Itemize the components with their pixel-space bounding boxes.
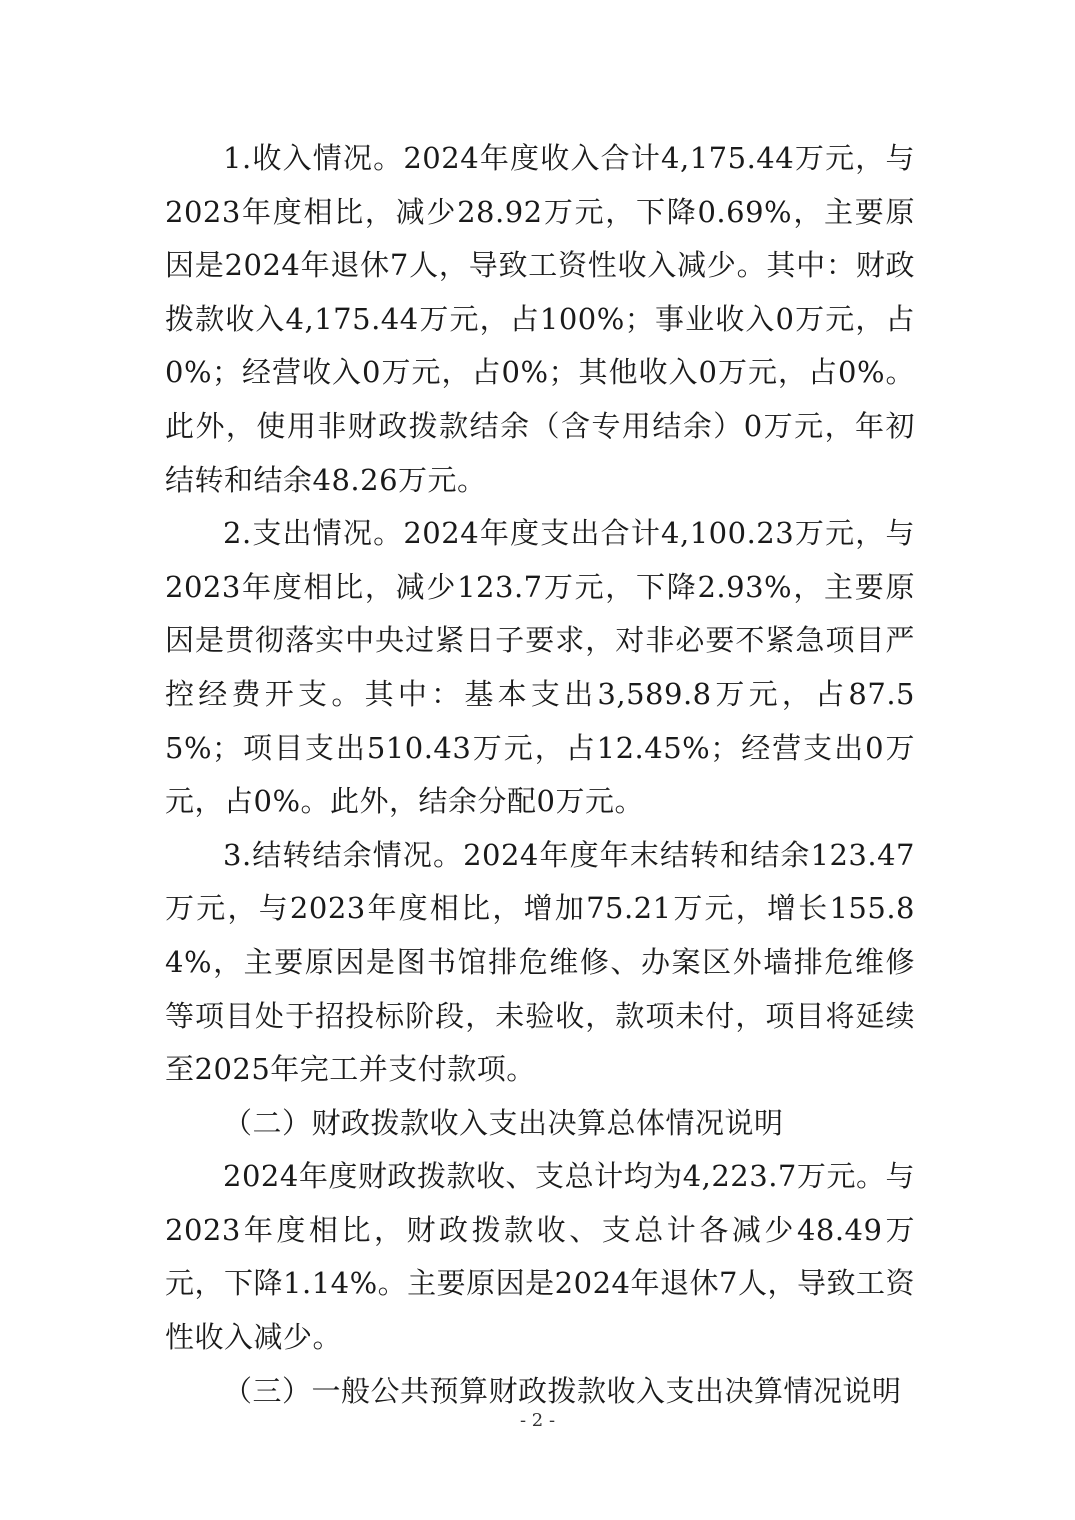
- section-heading-2: （二）财政拨款收入支出决算总体情况说明: [223, 1105, 784, 1140]
- document-body: [165, 132, 915, 1418]
- paragraph-fiscal-overall: 2024年度财政拨款收、支总计均为4,223.7万元。与2023年度相比，财政拨款收、支总计各减少48.49万元，下降1.14%。主要原因是2024年退休7人，导致工资性收入减少。: [165, 1159, 915, 1355]
- paragraph-expenditure: 2.支出情况。2024年度支出合计4,100.23万元，与2023年度相比，减少123.7万元，下降2.93%，主要原因是贯彻落实中央过紧日子要求，对非必要不紧急项目严控经费开支。其中：基本支出3,589.8万元，占87.55%；项目支出510.43万元，占12.45%；经营支出0万元，占0%。此外，结余分配0万元。: [165, 516, 915, 819]
- paragraph-income: 1.收入情况。2024年度收入合计4,175.44万元，与2023年度相比，减少28.92万元，下降0.69%，主要原因是2024年退休7人，导致工资性收入减少。其中：财政拨款收入4,175.44万元，占100%；事业收入0万元，占0%；经营收入0万元，占0%；其他收入0万元，占0%。此外，使用非财政拨款结余（含专用结余）0万元，年初结转和结余48.26万元。: [165, 141, 915, 497]
- paragraph-carryover: 3.结转结余情况。2024年度年末结转和结余123.47万元，与2023年度相比，增加75.21万元，增长155.84%，主要原因是图书馆排危维修、办案区外墙排危维修等项目处于招投标阶段，未验收，款项未付，项目将延续至2025年完工并支付款项。: [165, 837, 915, 1087]
- section-heading-3: （三）一般公共预算财政拨款收入支出决算情况说明: [223, 1373, 902, 1408]
- page-number: - 2 -: [519, 1410, 556, 1431]
